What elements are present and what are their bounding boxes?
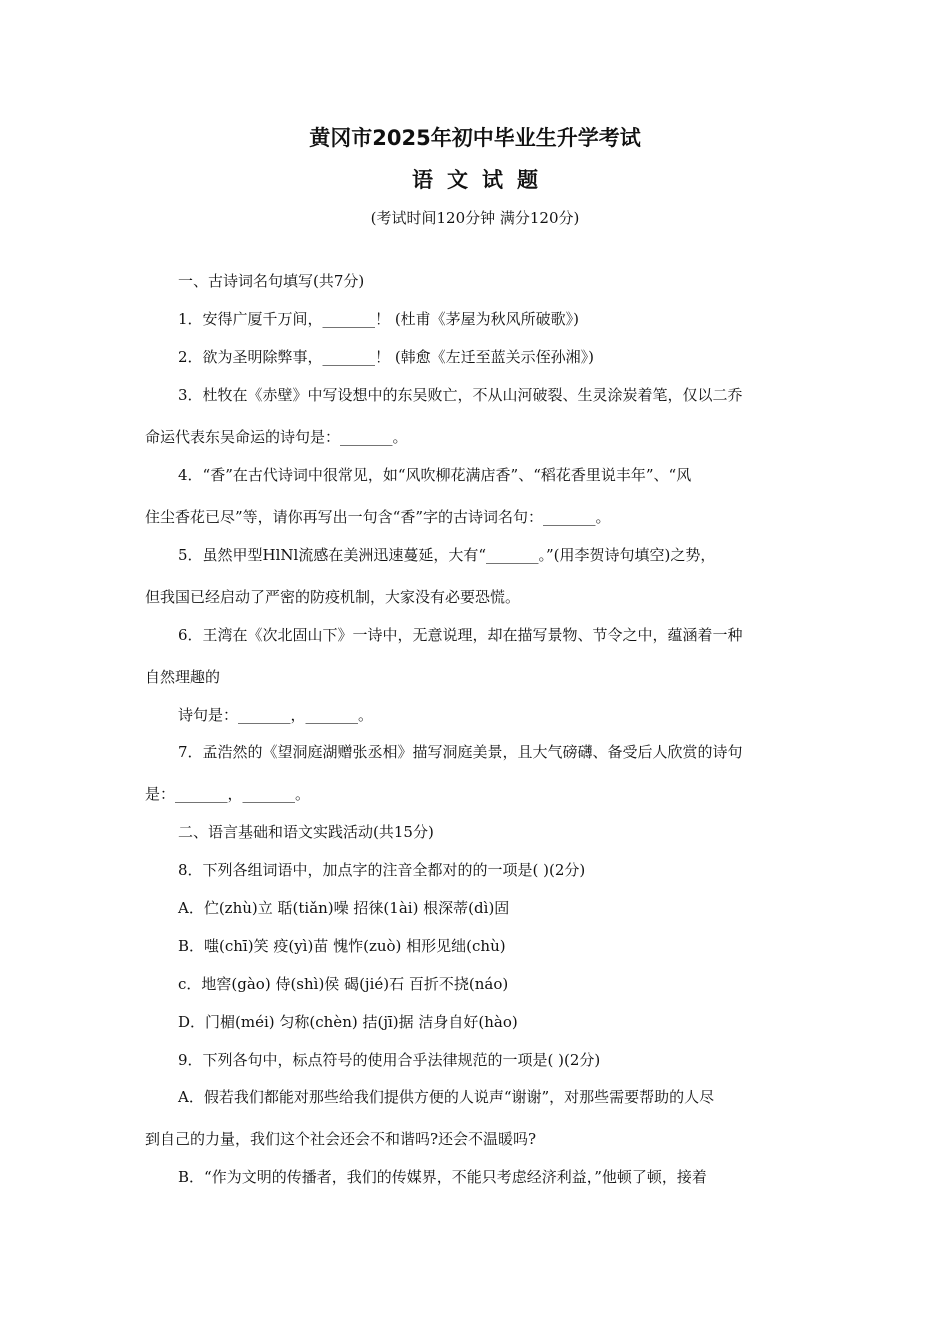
question-6-line-1: 6．王湾在《次北固山下》一诗中，无意说理，却在描写景物、节令之中，蕴涵着一种 bbox=[178, 626, 743, 644]
question-5-line-1: 5．虽然甲型HlNl流感在美洲迅速蔓延，大有“_______。”(用李贺诗句填空)之势， bbox=[178, 546, 716, 564]
question-2: 2．欲为圣明除弊事，_______！ (韩愈《左迁至蓝关示侄孙湘》) bbox=[178, 348, 595, 366]
question-8-option-b: B．嗤(chī)笑 疫(yì)苗 愧怍(zuò) 相形见绌(chù) bbox=[178, 937, 506, 955]
question-8-option-c: c．地窖(gào) 侍(shì)侯 碣(jié)石 百折不挠(náo) bbox=[178, 975, 509, 993]
question-6-line-2: 自然理趣的 bbox=[145, 668, 221, 686]
question-8: 8．下列各组词语中，加点字的注音全都对的的一项是( )(2分) bbox=[178, 861, 586, 879]
section-heading-2: 二、语言基础和语文实践活动(共15分) bbox=[178, 823, 434, 841]
section-heading-1: 一、古诗词名句填写(共7分) bbox=[178, 272, 365, 290]
question-6-line-3: 诗句是：_______，_______。 bbox=[178, 706, 374, 724]
question-9-option-a-line-2: 到自己的力量，我们这个社会还会不和谐吗?还会不温暖吗? bbox=[145, 1130, 537, 1148]
question-3-line-2: 命运代表东吴命运的诗句是：_______。 bbox=[145, 428, 408, 446]
exam-title: 黄冈市2025年初中毕业生升学考试 bbox=[309, 126, 641, 150]
question-7-line-2: 是：_______，_______。 bbox=[145, 785, 311, 803]
question-3-line-1: 3．杜牧在《赤壁》中写设想中的东吴败亡，不从山河破裂、生灵涂炭着笔，仅以二乔 bbox=[178, 386, 743, 404]
question-4-line-2: 住尘香花已尽”等，请你再写出一句含“香”字的古诗词名句：_______。 bbox=[145, 508, 611, 526]
question-1: 1．安得广厦千万间，_______！ (杜甫《茅屋为秋风所破歌》) bbox=[178, 310, 580, 328]
exam-subject: 语文试题 bbox=[412, 168, 552, 192]
question-4-line-1: 4．“香”在古代诗词中很常见，如“风吹柳花满店香”、“稻花香里说丰年”、“风 bbox=[178, 466, 692, 484]
question-8-option-a: A．伫(zhù)立 聒(tiǎn)噪 招徕(1ài) 根深蒂(dì)固 bbox=[178, 899, 510, 917]
question-7-line-1: 7．孟浩然的《望洞庭湖赠张丞相》描写洞庭美景，且大气磅礴、备受后人欣赏的诗句 bbox=[178, 743, 743, 761]
question-9: 9．下列各句中，标点符号的使用合乎法律规范的一项是( )(2分) bbox=[178, 1051, 601, 1069]
question-8-option-d: D．门楣(méi) 匀称(chèn) 拮(jī)据 洁身自好(hào) bbox=[178, 1013, 518, 1031]
question-9-option-a-line-1: A．假若我们都能对那些给我们提供方便的人说声“谢谢”，对那些需要帮助的人尽 bbox=[178, 1088, 715, 1106]
question-5-line-2: 但我国已经启动了严密的防疫机制，大家没有必要恐慌。 bbox=[145, 588, 521, 606]
exam-info: (考试时间120分钟 满分120分) bbox=[370, 209, 580, 227]
question-9-option-b-line-1: B．“作为文明的传播者，我们的传媒界，不能只考虑经济利益，”他顿了顿，接着 bbox=[178, 1168, 707, 1186]
